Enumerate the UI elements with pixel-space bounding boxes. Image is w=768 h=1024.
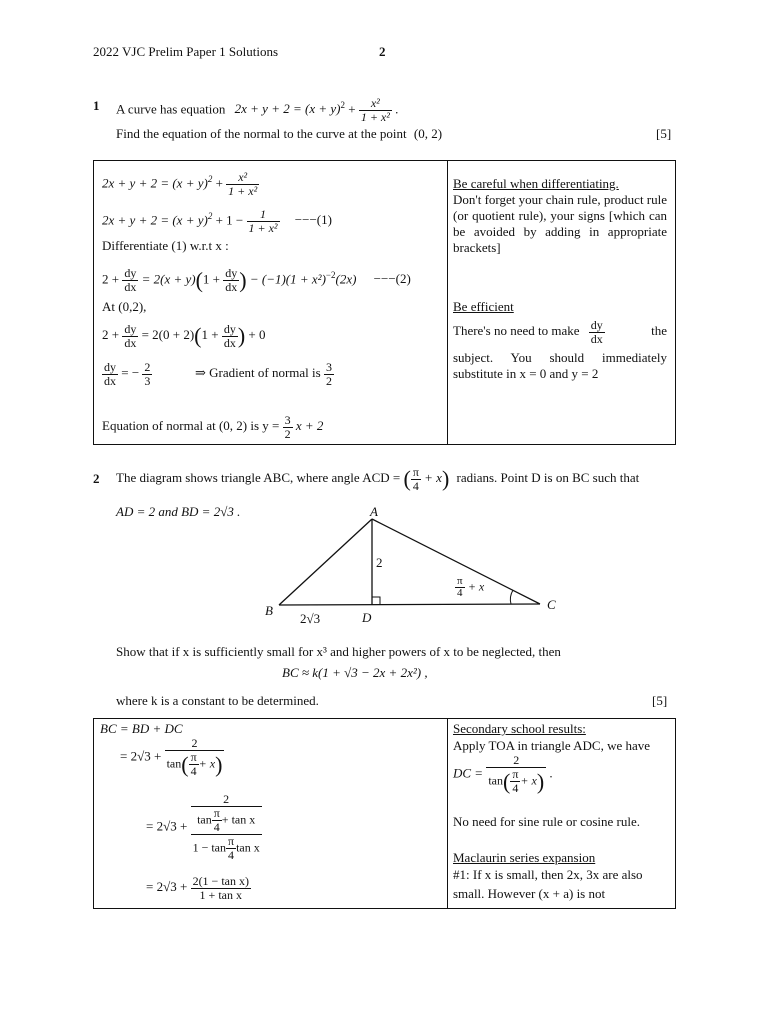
- q1-sol-line5-den: 3: [144, 373, 151, 388]
- q1-sol-line3-c: 1 +: [202, 271, 221, 287]
- q1-sol-line1: [102, 164, 259, 198]
- q1-frac-num: x²: [359, 97, 392, 111]
- question-1-number: 1: [93, 98, 100, 113]
- q1-sol-line3-dy: dy: [124, 265, 137, 280]
- q2-sol-num1: 2: [165, 737, 225, 751]
- q1-equation-lhs: 2x + y + 2 = (x + y): [234, 101, 341, 117]
- q1-sol-line4-dy: dy: [124, 321, 137, 336]
- q1-sol-line2-tag: −−−(1): [294, 212, 332, 228]
- q1-sol-normal-den: 2: [284, 426, 291, 441]
- q2-sol-den1-pi: π: [190, 750, 197, 764]
- q1-sol-line1-plus: +: [215, 175, 223, 191]
- question-2-where: where k is a constant to be determined.: [116, 693, 319, 708]
- q1-equation-fraction: [359, 97, 392, 124]
- q2-sol-eq1: = 2√3 +: [120, 748, 162, 764]
- page-number: 2: [379, 44, 386, 59]
- q1-sol-line1-exp: 2: [207, 174, 213, 184]
- q2-note-dc-x: + x: [520, 773, 537, 788]
- q1-sol-line4-dx: dx: [124, 335, 137, 350]
- question-2-show: Show that if x is sufficiently small for x³ and higher powers of x to be neglected, then: [116, 644, 561, 659]
- q1-sol-gradient-den: 2: [325, 373, 332, 388]
- q1-sol-line5-dy: dy: [104, 359, 116, 374]
- q1-sol-line4-a: 2 +: [102, 327, 120, 342]
- q2-note-dc-period: .: [549, 765, 553, 781]
- q1-sol-line3-tag: −−−(2): [373, 271, 411, 287]
- q1-sol-line2: [102, 201, 332, 235]
- q1-sol-line1-frac: [226, 171, 259, 198]
- q1-point: (0, 2): [413, 126, 443, 141]
- q1-sol-line3: [102, 258, 411, 297]
- q1-find-text: Find the equation of the normal to the curve at the point: [116, 126, 407, 141]
- q1-note-efficient-b: the: [651, 323, 667, 338]
- q1-note-efficient-line3: substitute in x = 0 and y = 2: [453, 366, 599, 381]
- q2-sol-den2-one-minus: 1 − tan: [192, 840, 226, 855]
- q1-sol-line2-frac: [247, 208, 280, 235]
- angle-c-arc: [510, 590, 513, 604]
- q2-sol-frac3: [191, 875, 251, 902]
- q1-sol-line3-e: (2x): [335, 271, 357, 287]
- question-2-intro: [116, 460, 639, 497]
- q2-note-dc-eq: DC =: [453, 765, 484, 781]
- q1-sol-line3-d: − (−1)(1 + x²): [249, 271, 326, 287]
- q1-sol-line4-c: 1 +: [201, 327, 219, 342]
- q1-sol-gradient-frac: [324, 361, 334, 388]
- question-2-given: AD = 2 and BD = 2√3 .: [116, 504, 241, 519]
- q1-frac-den: 1 + x²: [360, 109, 390, 124]
- question-2-number: 2: [93, 471, 100, 486]
- diagram-angle-pi: π: [457, 575, 463, 587]
- q2-sol-den2-pi: π: [213, 806, 220, 820]
- q1-sol-gradient: [195, 357, 334, 389]
- q1-plus: +: [348, 101, 356, 117]
- q1-sol-line3-lparen: (: [195, 267, 203, 293]
- q1-sol-line5-num: 2: [144, 359, 151, 374]
- q2-sol-den1-four: 4: [190, 764, 197, 778]
- q1-note-dx: dx: [590, 331, 603, 346]
- q2-sol-den2-tan-x: tan x: [236, 840, 260, 855]
- q2-note-no-need: No need for sine rule or cosine rule.: [453, 814, 640, 829]
- question-2-approx: BC ≈ k(1 + √3 − 2x + 2x²) ,: [282, 665, 428, 680]
- q1-sol-normal: [102, 410, 323, 442]
- diagram-label-b: B: [265, 603, 273, 618]
- q2-sol-den2-bottom: [191, 835, 262, 862]
- diagram-angle-four: 4: [457, 587, 463, 599]
- q1-sol-line1-den: 1 + x²: [228, 183, 258, 198]
- diagram-label-a: A: [370, 504, 378, 519]
- q2-note-dc-four: 4: [512, 781, 519, 795]
- q1-sol-gradient-text: ⇒ Gradient of normal is: [195, 365, 321, 380]
- q1-sol-line4-rparen: ): [237, 323, 246, 349]
- q2-sol-den1-rparen: ): [215, 752, 223, 777]
- q2-intro-tail: radians. Point D is on BC such that: [456, 470, 640, 485]
- diagram-angle-frac: [455, 576, 465, 599]
- q1-sol-line5-eq: = −: [121, 365, 140, 380]
- question-1-marks: [5]: [656, 126, 672, 141]
- q1-sol-normal-text: Equation of normal at (0, 2) is y =: [102, 418, 280, 433]
- q2-note-dc-num: 2: [486, 754, 546, 768]
- q2-intro-pi: π: [412, 464, 419, 479]
- right-angle-mark: [372, 597, 380, 605]
- q1-sol-normal-tail: x + 2: [295, 418, 324, 433]
- q1-sol-line3-dx: dx: [124, 279, 137, 294]
- q2-sol-den2-top: [191, 807, 262, 835]
- q2-note-maclaurin-a: #1: If x is small, then 2x, 3x are also: [453, 867, 643, 882]
- q1-sol-line5-dx: dx: [104, 373, 116, 388]
- q1-sol-at-point: At (0,2),: [102, 299, 147, 314]
- q2-note-dc-pi: π: [512, 767, 519, 781]
- q1-sol-line5-frac: [142, 361, 152, 388]
- q1-sol-line3-dx2: dx: [225, 279, 238, 294]
- q2-sol-num2: 2: [191, 793, 262, 807]
- q1-solution-divider: [447, 160, 448, 444]
- question-1-find: [116, 126, 442, 142]
- diagram-label-d: D: [362, 610, 372, 625]
- q1-sol-line4: [102, 318, 266, 353]
- q1-sol-line2-den: 1 + x²: [248, 220, 278, 235]
- q1-note-efficient-line1: [453, 316, 667, 346]
- q1-sol-line3-exp: −2: [325, 270, 336, 280]
- q2-intro-lparen: (: [403, 466, 411, 492]
- q1-sol-normal-frac: [283, 414, 293, 441]
- q2-sol-den1-x: + x: [198, 756, 216, 771]
- q1-sol-line3-rparen: ): [239, 267, 247, 293]
- q2-note-dc-frac: [486, 754, 546, 795]
- q2-note-dc-rparen: ): [536, 769, 545, 794]
- q1-exp: 2: [340, 100, 345, 110]
- q1-sol-line3-b: = 2(x + y): [141, 271, 196, 287]
- q2-sol-frac1: [165, 737, 225, 778]
- q1-sol-line1-lhs: 2x + y + 2 = (x + y): [102, 175, 208, 191]
- q1-sol-line2-mid: + 1 −: [215, 212, 244, 228]
- q1-sol-normal-num: 3: [284, 412, 291, 427]
- q1-sol-line4-dydx2: [222, 323, 238, 350]
- q2-intro-plus-x: + x: [424, 470, 442, 485]
- q1-note-efficient-line2: subject. You should immediately: [453, 350, 667, 365]
- q2-sol-den2-pi2: π: [228, 834, 235, 848]
- q2-note-dc-inner: [510, 768, 520, 795]
- q2-note-toa: Apply TOA in triangle ADC, we have: [453, 738, 651, 753]
- q1-sol-line3-dydx: [122, 267, 138, 294]
- q2-note-dc-lparen: (: [503, 769, 511, 794]
- q2-sol-line1: BC = BD + DC: [100, 721, 183, 736]
- q2-sol-line2: [120, 737, 224, 778]
- q1-sol-line1-num: x²: [226, 171, 259, 185]
- q2-sol-eq2: = 2√3 +: [146, 818, 188, 834]
- q1-sol-gradient-num: 3: [325, 359, 332, 374]
- q2-intro-rparen: ): [441, 466, 450, 492]
- q1-sol-line5-dydx: [102, 361, 118, 388]
- q2-sol-num3: 2(1 − tan x): [192, 873, 249, 888]
- q2-note-dc-den: [486, 768, 546, 795]
- q2-note-maclaurin-b: small. However (x + a) is not: [453, 886, 606, 901]
- side-bc: [279, 604, 540, 605]
- q1-sol-differentiate: Differentiate (1) w.r.t x :: [102, 238, 229, 253]
- document-title: 2022 VJC Prelim Paper 1 Solutions: [93, 44, 279, 59]
- question-2-marks: [5]: [652, 693, 668, 708]
- q2-solution-divider: [447, 718, 448, 908]
- q1-sol-line2-num: 1: [247, 208, 280, 222]
- q1-note-efficient-a: There's no need to make: [453, 323, 580, 338]
- q2-sol-den2-tan: tan: [197, 812, 212, 827]
- q2-sol-den2-frac2: [226, 835, 236, 862]
- q1-sol-line4-d: + 0: [248, 327, 266, 342]
- q1-sol-line2-lhs: 2x + y + 2 = (x + y): [102, 212, 208, 228]
- q2-sol-line3: [146, 793, 262, 862]
- q1-period: .: [395, 101, 399, 117]
- q2-note-dc-tan: tan: [488, 773, 504, 788]
- q2-intro-text: The diagram shows triangle ABC, where angle ACD =: [116, 470, 401, 485]
- q2-intro-frac: [411, 466, 421, 493]
- q2-sol-den1-frac: [189, 751, 199, 778]
- q2-sol-den2-plus-tan-x: + tan x: [221, 812, 256, 827]
- q1-sol-line4-lparen: (: [194, 323, 202, 349]
- q1-sol-line4-b: = 2(0 + 2): [141, 327, 195, 342]
- q2-sol-den1: [165, 751, 225, 778]
- q2-sol-den2-frac: [212, 807, 222, 834]
- diagram-angle-plus: + x: [467, 579, 485, 594]
- q1-note-efficient-dydx: [589, 319, 605, 346]
- q1-sol-line4-dx2: dx: [223, 335, 236, 350]
- diagram-label-bd: 2√3: [300, 611, 321, 626]
- q2-sol-frac2: [191, 793, 262, 862]
- side-ab: [279, 519, 372, 605]
- diagram-label-c: C: [547, 597, 556, 612]
- q2-note-maclaurin-title: Maclaurin series expansion: [453, 850, 596, 865]
- q2-sol-den1-lparen: (: [181, 752, 189, 777]
- q2-sol-den1-tan: tan: [166, 756, 182, 771]
- q1-sol-line5: [102, 357, 152, 389]
- q1-sol-line4-dy2: dy: [223, 321, 236, 336]
- q2-note-dc: [453, 754, 553, 795]
- q2-sol-line4: [146, 872, 251, 902]
- diagram-label-ad: 2: [376, 555, 383, 570]
- q1-sol-line2-exp: 2: [207, 211, 213, 221]
- q2-note-secondary-title: Secondary school results:: [453, 721, 586, 736]
- q2-sol-den2-four2: 4: [228, 848, 235, 862]
- q1-note-efficient-title: Be efficient: [453, 299, 514, 314]
- q2-sol-den3: 1 + tan x: [199, 887, 242, 902]
- q1-note-dy: dy: [590, 317, 603, 332]
- q1-sol-line4-dydx: [122, 323, 138, 350]
- q1-note-careful-body: Don't forget your chain rule, product rule (or quotient rule), your signs [which can be avoided by adding in appropriate brackets]: [453, 192, 668, 255]
- q1-intro-text: A curve has equation: [116, 101, 226, 117]
- q1-sol-line3-dy2: dy: [225, 265, 238, 280]
- q1-sol-line3-a: 2 +: [102, 271, 120, 287]
- q2-sol-eq3: = 2√3 +: [146, 879, 188, 894]
- q2-intro-four: 4: [412, 478, 419, 493]
- question-1-intro: [116, 90, 398, 124]
- diagram-angle-label: [455, 576, 484, 599]
- q2-sol-den2-four: 4: [213, 820, 220, 834]
- q1-note-careful-title: Be careful when differentiating.: [453, 176, 619, 191]
- q1-sol-line3-dydx2: [223, 267, 239, 294]
